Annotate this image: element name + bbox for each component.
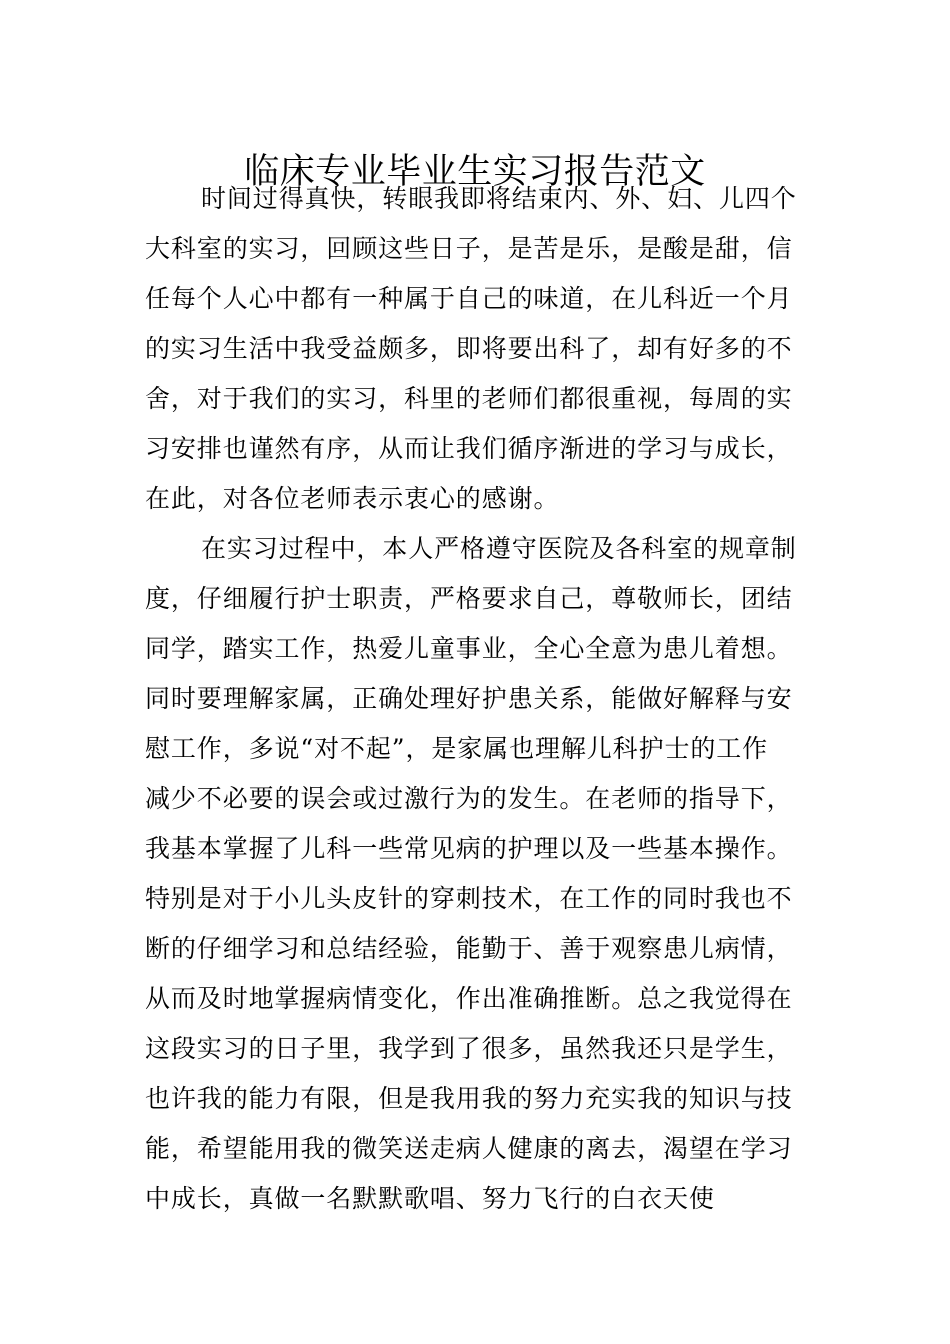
document-title: 临床专业毕业生实习报告范文 (244, 152, 706, 193)
paragraph-line: 能，希望能用我的微笑送走病人健康的离去，渴望在学习 (145, 1134, 793, 1163)
document-body (145, 174, 807, 1224)
paragraph-line: 中成长，真做一名默默歌唱、努力飞行的白衣天使 (145, 1184, 715, 1213)
paragraph-line: 时间过得真快，转眼我即将结束内、外、妇、儿四个 (201, 184, 797, 213)
paragraph-line: 的实习生活中我受益颇多，即将要出科了，却有好多的不 (145, 334, 793, 363)
paragraph-line: 习安排也谨然有序，从而让我们循序渐进的学习与成长， (145, 434, 793, 463)
paragraph-line: 度，仔细履行护士职责，严格要求自己，尊敬师长，团结 (145, 584, 793, 613)
paragraph-line: 断的仔细学习和总结经验，能勤于、善于观察患儿病情， (145, 934, 793, 963)
paragraph-1 (145, 174, 807, 524)
paragraph-line: 同学，踏实工作，热爱儿童事业，全心全意为患儿着想。 (145, 634, 793, 663)
paragraph-line: 从而及时地掌握病情变化，作出准确推断。总之我觉得在 (145, 984, 793, 1013)
paragraph-line: 这段实习的日子里，我学到了很多，虽然我还只是学生， (145, 1034, 793, 1063)
paragraph-line: 在实习过程中，本人严格遵守医院及各科室的规章制 (201, 534, 797, 563)
paragraph-line: 舍，对于我们的实习，科里的老师们都很重视，每周的实 (145, 384, 793, 413)
paragraph-line: 在此，对各位老师表示衷心的感谢。 (145, 484, 560, 513)
paragraph-line: 减少不必要的误会或过激行为的发生。在老师的指导下， (145, 784, 793, 813)
paragraph-line: 同时要理解家属，正确处理好护患关系，能做好解释与安 (145, 684, 793, 713)
paragraph-line: 我基本掌握了儿科一些常见病的护理以及一些基本操作。 (145, 834, 793, 863)
paragraph-2 (145, 524, 807, 1224)
paragraph-line: 特别是对于小儿头皮针的穿刺技术，在工作的同时我也不 (145, 884, 793, 913)
paragraph-line: 也许我的能力有限，但是我用我的努力充实我的知识与技 (145, 1084, 793, 1113)
paragraph-line: 任每个人心中都有一种属于自己的味道，在儿科近一个月 (145, 284, 793, 313)
paragraph-line: 慰工作，多说“对不起”，是家属也理解儿科护士的工作 (145, 734, 769, 763)
paragraph-line: 大科室的实习，回顾这些日子，是苦是乐，是酸是甜，信 (145, 234, 793, 263)
